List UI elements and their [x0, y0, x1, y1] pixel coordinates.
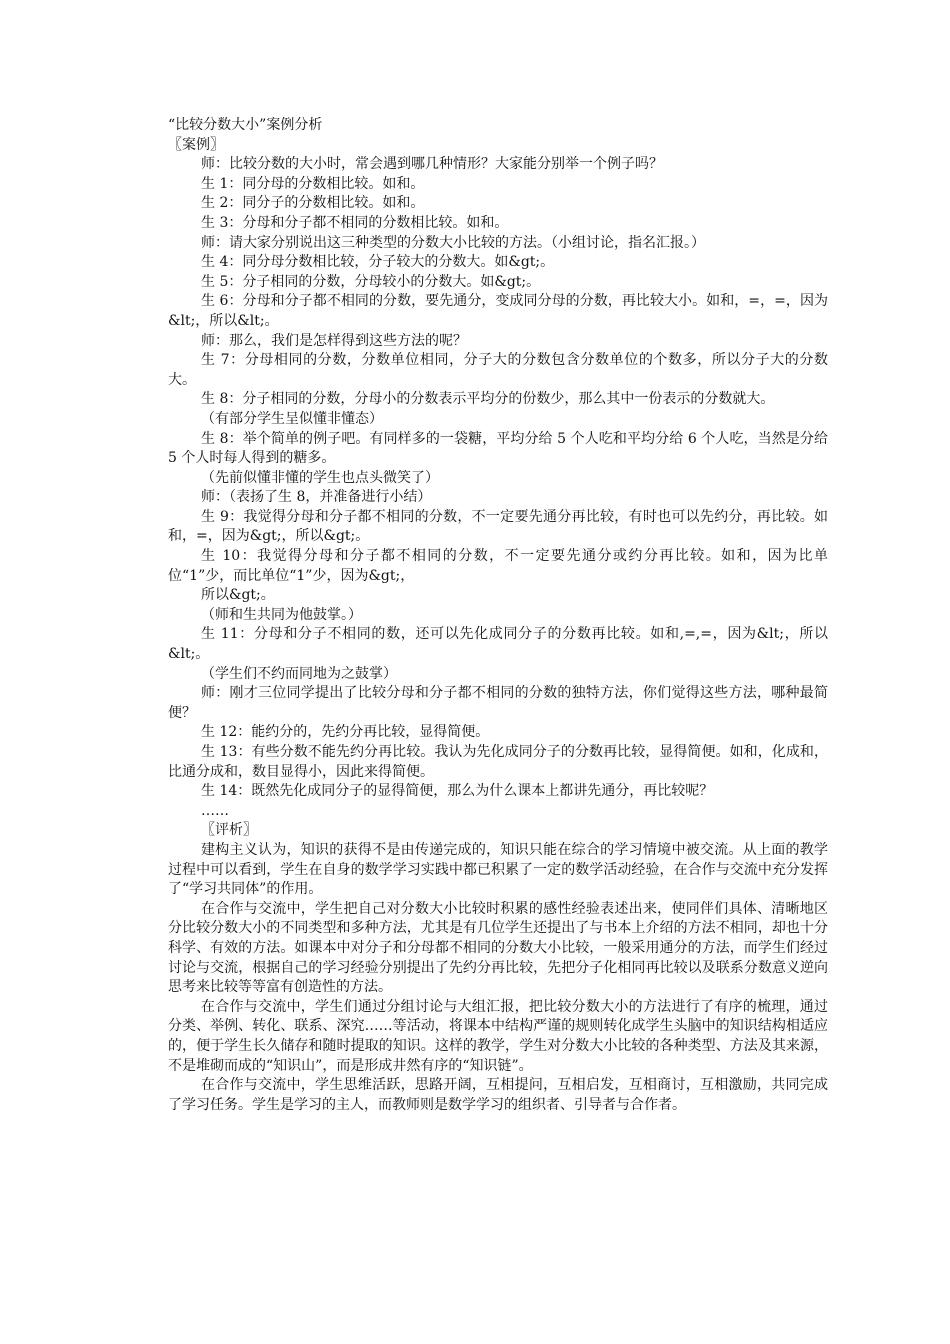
dialogue-paragraph: 生 10：我觉得分母和分子都不相同的分数，不一定要先通分或约分再比较。如和，因为比单位“1”少，而比单位“1”少，因为&gt;，	[168, 548, 828, 584]
dialogue-paragraph: 生 14：既然先化成同分子的显得简便，那么为什么课本上都讲先通分，再比较呢？	[201, 783, 714, 800]
dialogue-paragraph: 生 9：我觉得分母和分子都不相同的分数，不一定要先通分再比较，有时也可以先约分，再比较。如和，=，因为&gt;，所以&gt;。	[168, 508, 828, 545]
dialogue-line: 生 1：同分母的分数相比较。如和。	[201, 175, 425, 192]
dialogue-line: 生 3：分母和分子都不相同的分数相比较。如和。	[201, 214, 509, 231]
stage-direction: （师和生共同为他鼓掌。）	[201, 606, 362, 623]
stage-direction: （学生们不约而同地为之鼓掌）	[201, 665, 397, 682]
ellipsis: ……	[201, 802, 229, 819]
analysis-paragraph: 建构主义认为，知识的获得不是由传递完成的，知识只能在综合的学习情境中被交流。从上面的教学过程中可以看到，学生在自身的数学学习实践中都已积累了一定的数学活动经验，在合作与交流中充分发挥了“学习共同体”的作用。	[168, 841, 828, 898]
dialogue-paragraph: 生 6：分母和分子都不相同的分数，要先通分，变成同分母的分数，再比较大小。如和，=，=，因为&lt;，所以&lt;。	[168, 293, 828, 329]
dialogue-line: 生 4：同分母分数相比较，分子较大的分数大。如&gt;。	[201, 254, 555, 271]
dialogue-paragraph: 师：（表扬了生 8，并准备进行小结）	[201, 489, 432, 506]
dialogue-paragraph: 师：那么，我们是怎样得到这些方法的呢？	[201, 332, 467, 349]
case-dialogue	[168, 155, 828, 821]
dialogue-paragraph: 生 7：分母相同的分数，分数单位相同，分子大的分数包含分数单位的个数多，所以分子大的分数大。	[168, 352, 828, 388]
case-heading: 〖案例〗	[168, 136, 224, 153]
analysis-heading: 〖评析〗	[201, 822, 257, 839]
analysis-section	[168, 841, 828, 1115]
document-body	[168, 116, 828, 1115]
dialogue-paragraph: 生 8：举个简单的例子吧。有同样多的一袋糖，平均分给 5 个人吃和平均分给 6 个人吃，当然是分给 5 个人时每人得到的糖多。	[168, 430, 828, 467]
dialogue-line: 生 5：分子相同的分数，分母较小的分数大。如&gt;。	[201, 273, 541, 290]
stage-direction: （有部分学生呈似懂非懂态）	[201, 410, 383, 427]
dialogue-paragraph: 生 8：分子相同的分数，分母小的分数表示平均分的份数少，那么其中一份表示的分数就大。	[201, 391, 775, 408]
document-title: “比较分数大小”案例分析	[168, 117, 323, 133]
analysis-paragraph: 在合作与交流中，学生把自己对分数大小比较时积累的感性经验表述出来，使同伴们具体、清晰地区分比较分数大小的不同类型和多种方法，尤其是有几位学生还提出了与书本上介绍的方法不相同，却也十分科学、有效的方法。如课本中对分子和分母都不相同的分数大小比较，一般采用通分的方法，而学生们经过讨论与交流，根据自己的学习经验分别提出了先约分再比较，先把分子化相同再比较以及联系分数意义逆向思考来比较等等富有创造性的方法。	[168, 900, 828, 996]
dialogue-paragraph: 所以&gt;。	[201, 587, 275, 604]
stage-direction: （先前似懂非懂的学生也点头微笑了）	[201, 469, 439, 486]
dialogue-paragraph: 生 11：分母和分子不相同的数，还可以先化成同分子的分数再比较。如和,=,=，因为&lt;，所以&lt;。	[168, 626, 828, 663]
dialogue-paragraph: 生 13：有些分数不能先约分再比较。我认为先化成同分子的分数再比较，显得简便。如和，化成和，比通分成和，数目显得小，因此来得简便。	[168, 744, 828, 780]
dialogue-line: 师：请大家分别说出这三种类型的分数大小比较的方法。（小组讨论，指名汇报。）	[201, 234, 705, 251]
dialogue-paragraph: 师：刚才三位同学提出了比较分母和分子都不相同的分数的独特方法，你们觉得这些方法，哪种最简便？	[168, 685, 828, 721]
dialogue-line: 生 2：同分子的分数相比较。如和。	[201, 195, 425, 212]
analysis-paragraph: 在合作与交流中，学生思维活跃，思路开阔，互相提问，互相启发，互相商讨，互相激励，共同完成了学习任务。学生是学习的主人，而教师则是数学学习的组织者、引导者与合作者。	[168, 1077, 828, 1113]
dialogue-line: 师：比较分数的大小时，常会遇到哪几种情形？大家能分别举一个例子吗？	[201, 156, 663, 173]
dialogue-paragraph: 生 12：能约分的，先约分再比较，显得简便。	[201, 724, 490, 741]
analysis-paragraph: 在合作与交流中，学生们通过分组讨论与大组汇报，把比较分数大小的方法进行了有序的梳理，通过分类、举例、转化、联系、深究……等活动，将课本中结构严谨的规则转化成学生头脑中的知识结构相适应的，便于学生长久储存和随时提取的知识。这样的教学，学生对分数大小比较的各种类型、方法及其来源，不是堆砌而成的“知识山”，而是形成井然有序的“知识链”。	[168, 998, 828, 1074]
